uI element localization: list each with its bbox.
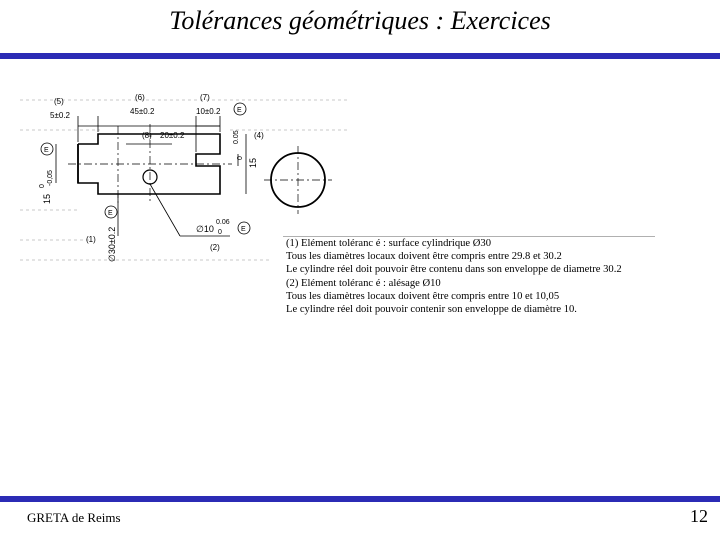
note-line: Tous les diamètres locaux doivent être compris entre 29.8 et 30.2	[286, 251, 562, 263]
label-4: (4)	[254, 131, 264, 140]
label-7: (7)	[200, 93, 210, 102]
tol-left-minus: -0,05	[47, 170, 54, 186]
dim-30: ∅30±0.2	[107, 226, 117, 262]
dim-10-bore: ∅10	[196, 224, 214, 234]
label-8: (8)	[142, 131, 152, 140]
tol-005: 0.05	[233, 130, 240, 144]
label-6: (6)	[135, 93, 145, 102]
tol-0-top: 0	[237, 156, 244, 160]
label-2: (2)	[210, 243, 220, 252]
note-line: (1) Elément toléranc é : surface cylindrique Ø30	[286, 238, 492, 249]
tol-006: 0.06	[216, 219, 230, 226]
note-line: Le cylindre réel doit pouvoir être contenu dans son enveloppe de diametre 30.2	[286, 264, 622, 276]
dim-45: 45±0.2	[130, 107, 155, 116]
note-line: Tous les diamètres locaux doivent être compris entre 10 et 10,05	[286, 290, 560, 302]
dim-15-right: 15	[248, 157, 258, 168]
bottom-rule	[0, 496, 720, 502]
page-number: 12	[690, 506, 708, 526]
label-1: (1)	[86, 235, 96, 244]
slide-title: Tolérances géométriques : Exercices	[169, 6, 551, 35]
dim-5: 5±0.2	[50, 111, 70, 120]
envelope-e-left: E	[44, 147, 49, 154]
top-rule	[0, 53, 720, 59]
envelope-e-top: E	[237, 107, 242, 114]
tol-left-0: 0	[39, 184, 46, 188]
envelope-e-bottom: E	[241, 226, 246, 233]
dim-20: 20±0.2	[160, 131, 185, 140]
dim-15-left: 15	[42, 193, 52, 204]
dim-10: 10±0.2	[196, 107, 221, 116]
envelope-e-bottom-left: E	[108, 210, 113, 217]
note-line: (2) Elément toléranc é : alésage Ø10	[286, 277, 441, 289]
footer-organization: GRETA de Reims	[27, 510, 121, 525]
tol-0-bottom: 0	[218, 229, 222, 236]
note-line: Le cylindre réel doit pouvoir contenir son enveloppe de diamètre 10.	[286, 304, 577, 316]
label-5: (5)	[54, 97, 64, 106]
tolerance-notes	[283, 236, 655, 323]
